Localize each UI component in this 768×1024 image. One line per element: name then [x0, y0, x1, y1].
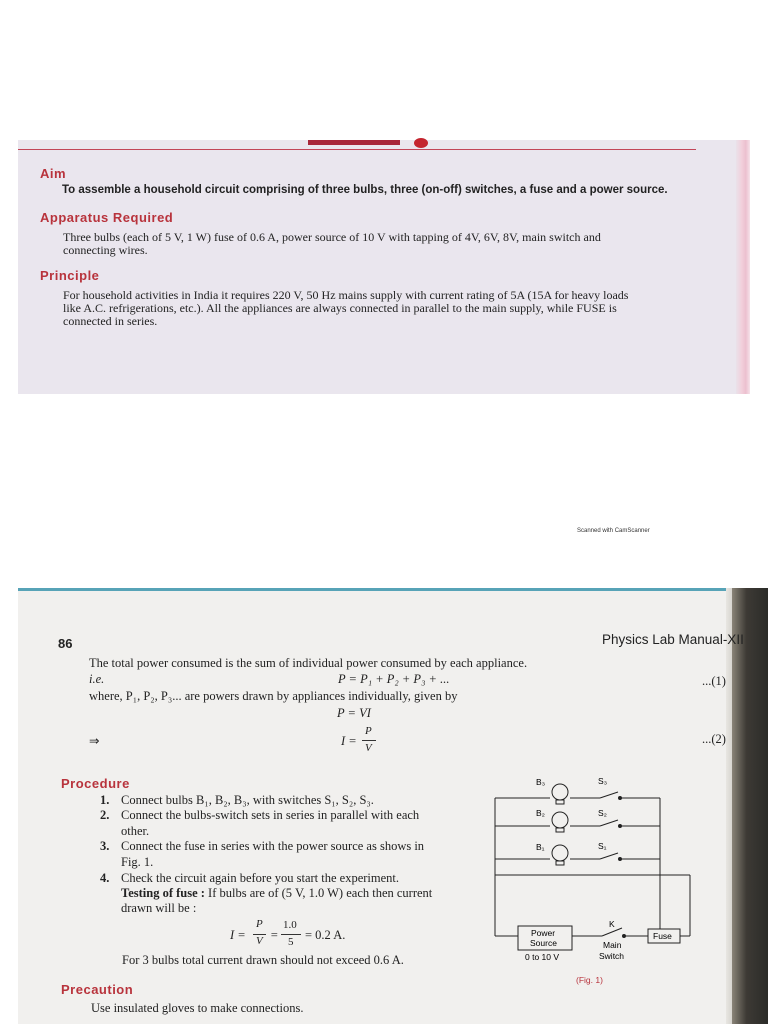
intro-line: The total power consumed is the sum of individual power consumed by each appliance.	[89, 656, 528, 670]
apparatus-line-2: connecting wires.	[63, 243, 148, 257]
circuit-diagram	[490, 778, 705, 1003]
step-text: other.	[121, 824, 150, 838]
implies-arrow: ⇒	[89, 734, 100, 748]
header-dot	[414, 138, 428, 148]
fraction-bar	[362, 740, 376, 741]
calc-fraction-2-denominator: 5	[288, 936, 294, 948]
switch-label: S₁	[598, 841, 607, 851]
principle-line-1: For household activities in India it requires 220 V, 50 Hz mains supply with current rating of 5A (15A for heavy loads	[63, 288, 629, 302]
power-label: Source	[530, 938, 557, 948]
ie-label: i.e.	[89, 672, 105, 686]
apparatus-heading: Apparatus Required	[40, 210, 174, 225]
step-text: Connect the bulbs-switch sets in series in parallel with each	[121, 808, 420, 822]
switch-label: S₃	[598, 778, 608, 786]
step-text: Check the circuit again before you start the experiment.	[121, 871, 400, 885]
main-switch-label: Switch	[599, 951, 625, 961]
equation-1: P = P₁ + P₂ + P₃ + ...	[338, 672, 450, 686]
bottom-page-photo	[0, 588, 768, 1024]
precaution-heading: Precaution	[61, 982, 134, 997]
step-number: 3.	[100, 839, 110, 853]
step-number: 1.	[100, 793, 110, 807]
step-text: Fig. 1.	[121, 855, 154, 869]
top-page-scan	[18, 140, 750, 394]
figure-caption: (Fig. 1)	[576, 975, 603, 985]
book-edge	[732, 588, 768, 1024]
calc-equals: =	[270, 928, 279, 942]
calc-fraction-1-numerator: P	[256, 918, 263, 930]
equation-1-number: ...(1)	[702, 674, 726, 688]
bulb-label: B₁	[536, 842, 545, 852]
precaution-text: Use insulated gloves to make connections.	[91, 1001, 304, 1015]
header-rule	[18, 149, 696, 150]
testing-line	[121, 886, 432, 901]
page-top-border	[18, 588, 736, 591]
equation-2-number: ...(2)	[702, 732, 726, 746]
apparatus-line-1: Three bulbs (each of 5 V, 1 W) fuse of 0.6 A, power source of 10 V with tapping of 4V, 6V, 8V, main switch and	[63, 230, 601, 244]
scan-watermark: Scanned with CamScanner	[577, 528, 650, 534]
running-title: Physics Lab Manual-XII	[602, 632, 744, 647]
testing-label: Testing of fuse :	[121, 886, 205, 900]
bulb-icon	[552, 812, 568, 828]
bulb-label: B₂	[536, 808, 545, 818]
switch-icon	[600, 853, 618, 859]
step-number: 2.	[100, 808, 110, 822]
bulb-icon	[552, 784, 568, 800]
powers-line: where, P₁, P₂, P₃... are powers drawn by appliances individually, given by	[89, 689, 458, 703]
principle-line-2: like A.C. refrigerations, etc.). All the appliances are always connected in parallel to the main supply, while FUSE is	[63, 301, 617, 315]
step-text: Connect the fuse in series with the power source as shows in	[121, 839, 425, 853]
principle-line-3: connected in series.	[63, 314, 158, 328]
procedure-heading: Procedure	[61, 776, 130, 791]
bulb-icon	[552, 845, 568, 861]
calc-lhs: I =	[230, 928, 246, 942]
testing-line-2: drawn will be :	[121, 901, 197, 915]
aim-heading: Aim	[40, 166, 67, 181]
power-label: Power	[531, 928, 556, 938]
principle-heading: Principle	[40, 268, 100, 283]
step-number: 4.	[100, 871, 110, 885]
fuse-label: Fuse	[653, 931, 672, 941]
page-number: 86	[58, 636, 73, 651]
calc-fraction-2-numerator: 1.0	[283, 919, 297, 931]
main-switch-label: Main	[603, 940, 622, 950]
equation-2-denominator: V	[365, 742, 372, 754]
equation-pvi: P = VI	[337, 706, 371, 720]
current-note: For 3 bulbs total current drawn should not exceed 0.6 A.	[122, 953, 404, 967]
switch-label: S₂	[598, 808, 607, 818]
step-text: Connect bulbs B₁, B₂, B₃, with switches S₁, S₂, S₃.	[121, 793, 374, 807]
calc-fraction-1-denominator: V	[256, 935, 263, 947]
aim-text: To assemble a household circuit comprising of three bulbs, three (on-off) switches, a fuse and a power source.	[62, 184, 668, 196]
calc-result: = 0.2 A.	[305, 928, 346, 942]
switch-icon	[600, 820, 618, 826]
header-mark	[308, 140, 400, 145]
bulb-label: B₃	[536, 778, 546, 787]
equation-2-lhs: I =	[341, 734, 357, 748]
switch-icon	[600, 792, 618, 798]
page-edge	[736, 140, 750, 394]
power-range-label: 0 to 10 V	[525, 952, 560, 962]
key-label: K	[609, 919, 615, 929]
testing-text: If bulbs are of (5 V, 1.0 W) each then current	[204, 886, 433, 900]
equation-2-numerator: P	[365, 725, 372, 737]
